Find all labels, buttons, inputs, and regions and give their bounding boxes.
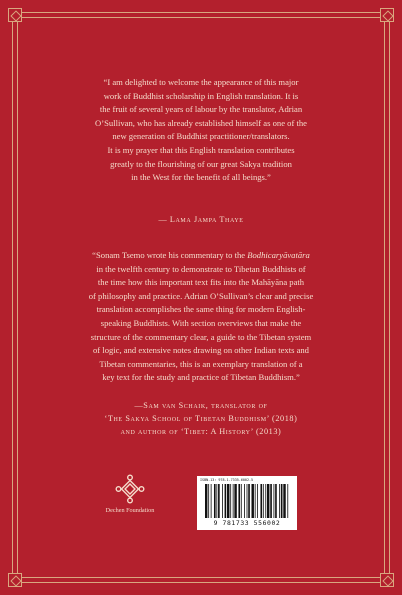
barcode-number: 9 781733 556002 xyxy=(213,519,281,527)
quote-line: speaking Buddhists. With section overviews that make the xyxy=(100,317,302,328)
attribution-name: Lama Jampa Thaye xyxy=(169,215,244,224)
quote-line: It is my prayer that this English translation contributes xyxy=(107,144,295,155)
attribution-dash: — xyxy=(158,215,170,224)
attribution-1 xyxy=(30,213,372,226)
book-title: Bodhicaryāvatāra xyxy=(247,250,310,260)
quote-line: work of Buddhist scholarship in English translation. It is xyxy=(103,90,299,101)
quote-line: greatly to the flourishing of our great Sakya tradition xyxy=(110,158,292,169)
isbn-barcode xyxy=(197,476,297,530)
barcode-bar xyxy=(211,484,212,518)
quote-line: “I am delighted to welcome the appearance of this major xyxy=(103,77,299,87)
attribution-line: and author of ‘Tibet: A History’ (2013) xyxy=(120,427,282,436)
barcode-bar xyxy=(257,484,258,518)
endorsement-quote-2 xyxy=(40,249,362,385)
corner-ornament xyxy=(380,573,394,587)
barcode-bar xyxy=(218,484,220,518)
attribution-line: ‘The Sakya School of Tibetan Buddhism’ (2018) xyxy=(104,414,298,423)
quote-line: in the twelfth century to demonstrate to Tibetan Buddhists of xyxy=(96,263,306,274)
quote-line: Tibetan commentaries, this is an exemplary translation of a xyxy=(99,358,303,369)
quote-line: key text for the study and practice of Tibetan Buddhism.” xyxy=(102,372,300,383)
quote-line: structure of the commentary clear, a guide to the Tibetan system xyxy=(90,331,312,342)
barcode-bar xyxy=(222,484,223,518)
quote-line xyxy=(40,249,362,263)
attribution-line: —Sam van Schaik, translator of xyxy=(134,401,268,410)
barcode-bar xyxy=(214,484,216,518)
corner-ornament xyxy=(8,573,22,587)
barcode-bar xyxy=(233,484,234,518)
barcode-bar xyxy=(241,484,242,518)
barcode-bar xyxy=(227,484,229,518)
barcode-bar xyxy=(283,484,285,518)
endless-knot-icon xyxy=(115,474,145,504)
barcode-bar xyxy=(225,484,227,518)
quote-line: of logic, and extensive notes drawing on other Indian texts and xyxy=(93,345,309,356)
barcode-bar xyxy=(205,484,207,518)
publisher-name: Dechen Foundation xyxy=(105,507,155,514)
quote-line: translation accomplishes the same thing for modern English- xyxy=(96,304,306,315)
barcode-bar xyxy=(208,484,209,518)
corner-ornament xyxy=(8,8,22,22)
barcode-bar xyxy=(255,484,256,518)
corner-ornament xyxy=(380,8,394,22)
barcode-bar xyxy=(263,484,264,518)
barcode-bar xyxy=(230,484,231,518)
barcode-bar xyxy=(247,484,248,518)
barcode-bar xyxy=(265,484,266,518)
quote-line: O’Sullivan, who has already established himself as one of the xyxy=(95,117,307,128)
barcode-bar xyxy=(287,484,288,518)
quote-line: the time how this important text fits into the Mahāyāna path xyxy=(97,277,305,288)
endorsement-quote-1 xyxy=(40,76,362,185)
barcode-bar xyxy=(248,484,250,518)
barcode-bar xyxy=(244,484,245,518)
barcode-bar xyxy=(279,484,280,518)
barcode-bar xyxy=(281,484,283,518)
barcode-bar xyxy=(274,484,275,518)
isbn-text: ISBN-13: 978-1-7335-6002-5 xyxy=(200,478,254,482)
barcode-bar xyxy=(251,484,253,518)
barcode-bar xyxy=(260,484,262,518)
barcode-bar xyxy=(238,484,240,518)
barcode-bar xyxy=(275,484,277,518)
barcode-bars xyxy=(205,484,289,518)
quote-line: in the West for the benefit of all beings.” xyxy=(131,172,271,183)
quote-line: of philosophy and practice. Adrian O’Sullivan’s clear and precise xyxy=(88,290,314,301)
barcode-bar xyxy=(216,484,217,518)
barcode-bar xyxy=(267,484,269,518)
quote-line-text: “Sonam Tsemo wrote his commentary to the xyxy=(92,250,248,260)
publisher-logo xyxy=(100,474,160,514)
quote-line: the fruit of several years of labour by the translator, Adrian xyxy=(99,104,303,115)
barcode-bar xyxy=(234,484,236,518)
attribution-2 xyxy=(30,399,372,438)
barcode-bar xyxy=(270,484,272,518)
quote-line: new generation of Buddhist practitioner/translators. xyxy=(112,131,290,142)
